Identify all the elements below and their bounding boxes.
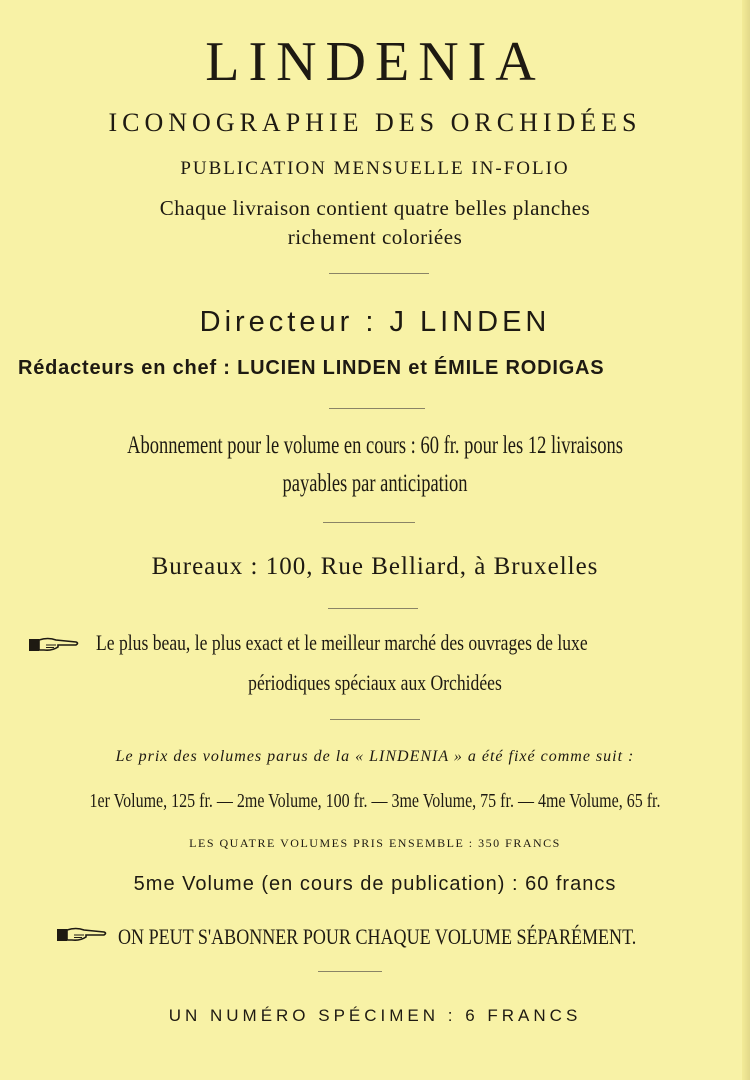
subscription-line-2: payables par anticipation [282,470,468,497]
director-line: Directeur : J LINDEN [199,306,551,338]
journal-title: LINDENIA [205,31,545,93]
issue-contents-line-1: Chaque livraison contient quatre belles planches [159,196,591,220]
issue-contents-line-2: richement coloriées [287,225,463,249]
fifth-volume-price: 5me Volume (en cours de publication) : 60 francs [133,873,617,895]
divider [323,522,415,523]
divider [328,608,418,609]
office-address: Bureaux : 100, Rue Belliard, à Bruxelles [151,553,599,580]
pointing-hand-icon [56,926,108,944]
subscription-line-1: Abonnement pour le volume en cours : 60 fr. pour les 12 livraisons [127,432,623,459]
specimen-price: UN NUMÉRO SPÉCIMEN : 6 FRANCS [168,1006,582,1025]
promo-line-1: Le plus beau, le plus exact et le meilleur marché des ouvrages de luxe [96,630,588,655]
divider [329,408,425,409]
price-intro: Le prix des volumes parus de la « LINDENIA » a été fixé comme suit : [115,748,635,765]
volume-prices: 1er Volume, 125 fr. — 2me Volume, 100 fr. — 3me Volume, 75 fr. — 4me Volume, 65 fr. [89,790,661,812]
divider [329,273,429,274]
divider [330,719,420,720]
subscribe-separately-note: ON PEUT S'ABONNER POUR CHAQUE VOLUME SÉPARÉMENT. [118,924,637,949]
divider [318,971,382,972]
four-volumes-price: LES QUATRE VOLUMES PRIS ENSEMBLE : 350 FRANCS [189,836,561,850]
promo-line-2: périodiques spéciaux aux Orchidées [248,670,502,695]
page-edge [742,0,750,1080]
journal-subtitle: ICONOGRAPHIE DES ORCHIDÉES [108,108,642,137]
pointing-hand-icon [28,636,80,654]
publication-frequency: PUBLICATION MENSUELLE IN-FOLIO [180,158,570,179]
editors-in-chief-line: Rédacteurs en chef : LUCIEN LINDEN et ÉMILE RODIGAS [18,357,605,379]
